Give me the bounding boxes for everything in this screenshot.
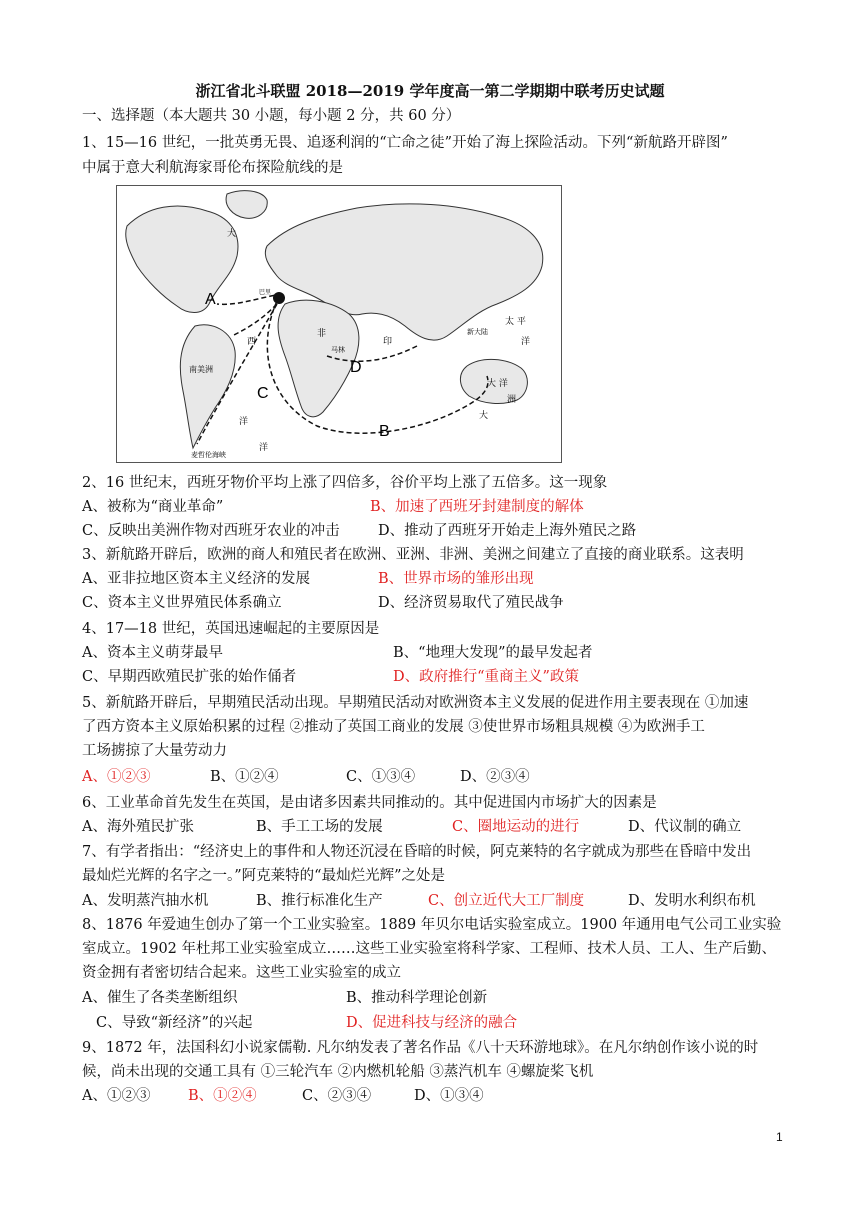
map-label-yang3: 洋: [259, 443, 269, 453]
question-9-option-a[interactable]: A、①②③: [82, 1088, 151, 1104]
question-9-option-b[interactable]: B、①②④: [188, 1088, 257, 1104]
section-heading: 一、选择题（本大题共 30 小题，每小题 2 分，共 60 分）: [82, 108, 461, 124]
map-label-xi: 西: [247, 337, 257, 347]
question-6-options-row: [82, 815, 782, 839]
question-6-option-a[interactable]: A、海外殖民扩张: [82, 819, 194, 835]
map-label-xinyanjin: 新大陆: [467, 328, 488, 336]
question-6-option-b[interactable]: B、手工工场的发展: [256, 819, 383, 835]
question-5-stem-line-1: 5、新航路开辟后，早期殖民活动出现。早期殖民活动对欧洲资本主义发展的促进作用主要表现在 ①加速: [82, 695, 749, 711]
question-7-options-row: [82, 889, 782, 913]
question-9-option-d[interactable]: D、①③④: [414, 1088, 484, 1104]
question-9-stem-line-1: 9、1872 年，法国科幻小说家儒勒. 凡尔纳发表了著名作品《八十天环游地球》。在凡尔纳创作该小说的时: [82, 1040, 759, 1056]
question-7-stem-line-1: 7、有学者指出：“经济史上的事件和人物还沉浸在昏暗的时候，阿克莱特的名字就成为那些在昏暗中发出: [82, 844, 752, 860]
map-label-da2: 大: [479, 411, 489, 421]
question-8-option-a[interactable]: A、催生了各类垄断组织: [82, 990, 238, 1006]
map-label-zhou: 洲: [507, 395, 517, 405]
map-label-baili: 巴里: [259, 289, 272, 296]
question-5-stem-line-2: 了西方资本主义原始积累的过程 ②推动了英国工商业的发展 ③使世界市场粗具规模 ④为欧洲手工: [82, 719, 705, 735]
map-label-bottom: 麦哲伦海峡: [191, 451, 226, 459]
question-5-option-d[interactable]: D、②③④: [460, 769, 530, 785]
question-2-option-a[interactable]: A、被称为“商业革命”: [82, 499, 224, 515]
question-6-option-c[interactable]: C、圈地运动的进行: [452, 819, 580, 835]
question-2-option-b[interactable]: B、加速了西班牙封建制度的解体: [370, 499, 584, 515]
question-4-options-row-2: [82, 665, 782, 689]
map-label-dayang: 大 洋: [487, 379, 508, 389]
question-3-option-a[interactable]: A、亚非拉地区资本主义经济的发展: [82, 571, 310, 587]
new-routes-map: [116, 185, 562, 463]
route-a: [217, 294, 282, 304]
question-3-options-row-2: [82, 591, 782, 615]
question-8-stem-line-1: 8、1876 年爱迪生创办了第一个工业实验室。1889 年贝尔电话实验室成立。1900 年通用电气公司工业实验: [82, 917, 782, 933]
question-8-option-d[interactable]: D、促进科技与经济的融合: [346, 1015, 518, 1031]
question-2-options-row-2: [82, 519, 782, 543]
question-9-stem-line-2: 候，尚未出现的交通工具有 ①三轮汽车 ②内燃机轮船 ③蒸汽机车 ④螺旋桨飞机: [82, 1064, 594, 1080]
question-6-stem: 6、工业革命首先发生在英国，是由诸多因素共同推动的。其中促进国内市场扩大的因素是: [82, 795, 657, 811]
question-9-option-c[interactable]: C、②③④: [302, 1088, 372, 1104]
question-4-options-row-1: [82, 641, 782, 665]
question-7-option-d[interactable]: D、发明水利织布机: [628, 893, 756, 909]
africa-shape: [278, 300, 359, 417]
question-1-stem-line-2: 中属于意大利航海家哥伦布探险航线的是: [82, 160, 343, 176]
question-5-option-c[interactable]: C、①③④: [346, 769, 416, 785]
page-number: 1: [776, 1130, 783, 1144]
question-4-option-c[interactable]: C、早期西欧殖民扩张的始作俑者: [82, 669, 297, 685]
map-label-a: A: [205, 291, 216, 308]
question-2-options-row-1: [82, 495, 782, 519]
question-3-stem: 3、新航路开辟后，欧洲的商人和殖民者在欧洲、亚洲、非洲、美洲之间建立了直接的商业联系。这表明: [82, 547, 744, 563]
map-label-b: B: [379, 423, 390, 440]
question-7-option-c[interactable]: C、创立近代大工厂制度: [428, 893, 585, 909]
question-5-option-b[interactable]: B、①②④: [210, 769, 279, 785]
question-8-stem-line-2: 室成立。1902 年杜邦工业实验室成立……这些工业实验室将科学家、工程师、技术人员、工人、生产后勤、: [82, 941, 777, 957]
map-label-feizhou: 非: [317, 329, 327, 339]
question-4-option-b[interactable]: B、“地理大发现”的最早发起者: [393, 645, 593, 661]
map-label-c: C: [257, 385, 269, 402]
question-2-option-d[interactable]: D、推动了西班牙开始走上海外殖民之路: [378, 523, 637, 539]
question-7-option-a[interactable]: A、发明蒸汽抽水机: [82, 893, 209, 909]
map-label-taiping: 太 平: [505, 317, 526, 327]
question-3-option-b[interactable]: B、世界市场的雏形出现: [378, 571, 534, 587]
question-7-stem-line-2: 最灿烂光辉的名字之一。”阿克莱特的“最灿烂光辉”之处是: [82, 868, 445, 884]
question-9-options-row: [82, 1084, 782, 1108]
question-4-option-a[interactable]: A、资本主义萌芽最早: [82, 645, 223, 661]
question-3-options-row-1: [82, 567, 782, 591]
question-4-option-d[interactable]: D、政府推行“重商主义”政策: [393, 669, 579, 685]
world-map-illustration: [117, 186, 561, 462]
question-6-option-d[interactable]: D、代议制的确立: [628, 819, 742, 835]
question-3-option-c[interactable]: C、资本主义世界殖民体系确立: [82, 595, 282, 611]
map-label-yindu: 印: [383, 337, 393, 347]
north-america-shape: [126, 206, 238, 313]
south-america-shape: [180, 325, 235, 448]
route-a-2: [232, 298, 282, 336]
question-2-option-c[interactable]: C、反映出美洲作物对西班牙农业的冲击: [82, 523, 340, 539]
question-2-stem: 2、16 世纪末，西班牙物价平均上涨了四倍多，谷价平均上涨了五倍多。这一现象: [82, 475, 608, 491]
greenland-shape: [226, 191, 267, 219]
question-8-options-row-1: [82, 986, 782, 1010]
start-point-marker: [273, 292, 285, 304]
question-3-option-d[interactable]: D、经济贸易取代了殖民战争: [378, 595, 564, 611]
question-5-option-a[interactable]: A、①②③: [82, 769, 151, 785]
question-4-stem: 4、17—18 世纪，英国迅速崛起的主要原因是: [82, 621, 380, 637]
question-8-options-row-2: [82, 1011, 782, 1035]
map-label-nanmeizhou: 南美洲: [189, 365, 213, 374]
map-label-d: D: [350, 359, 362, 376]
map-label-yang1: 洋: [239, 417, 249, 427]
map-label-yang2: 洋: [521, 337, 531, 347]
map-label-mali: 马林: [331, 346, 345, 354]
question-8-option-c[interactable]: C、导致“新经济”的兴起: [96, 1015, 253, 1031]
question-5-options-row: [82, 765, 782, 789]
question-1-stem-line-1: 1、15—16 世纪，一批英勇无畏、追逐利润的“亡命之徒”开始了海上探险活动。下列“新航路开辟图”: [82, 135, 728, 151]
question-8-option-b[interactable]: B、推动科学理论创新: [346, 990, 488, 1006]
page-title: 浙江省北斗联盟 2018—2019 学年度高一第二学期期中联考历史试题: [195, 82, 665, 100]
question-7-option-b[interactable]: B、推行标准化生产: [256, 893, 383, 909]
question-5-stem-line-3: 工场掳掠了大量劳动力: [82, 743, 227, 759]
map-label-da: 大: [227, 229, 237, 239]
question-8-stem-line-3: 资金拥有者密切结合起来。这些工业实验室的成立: [82, 965, 401, 981]
